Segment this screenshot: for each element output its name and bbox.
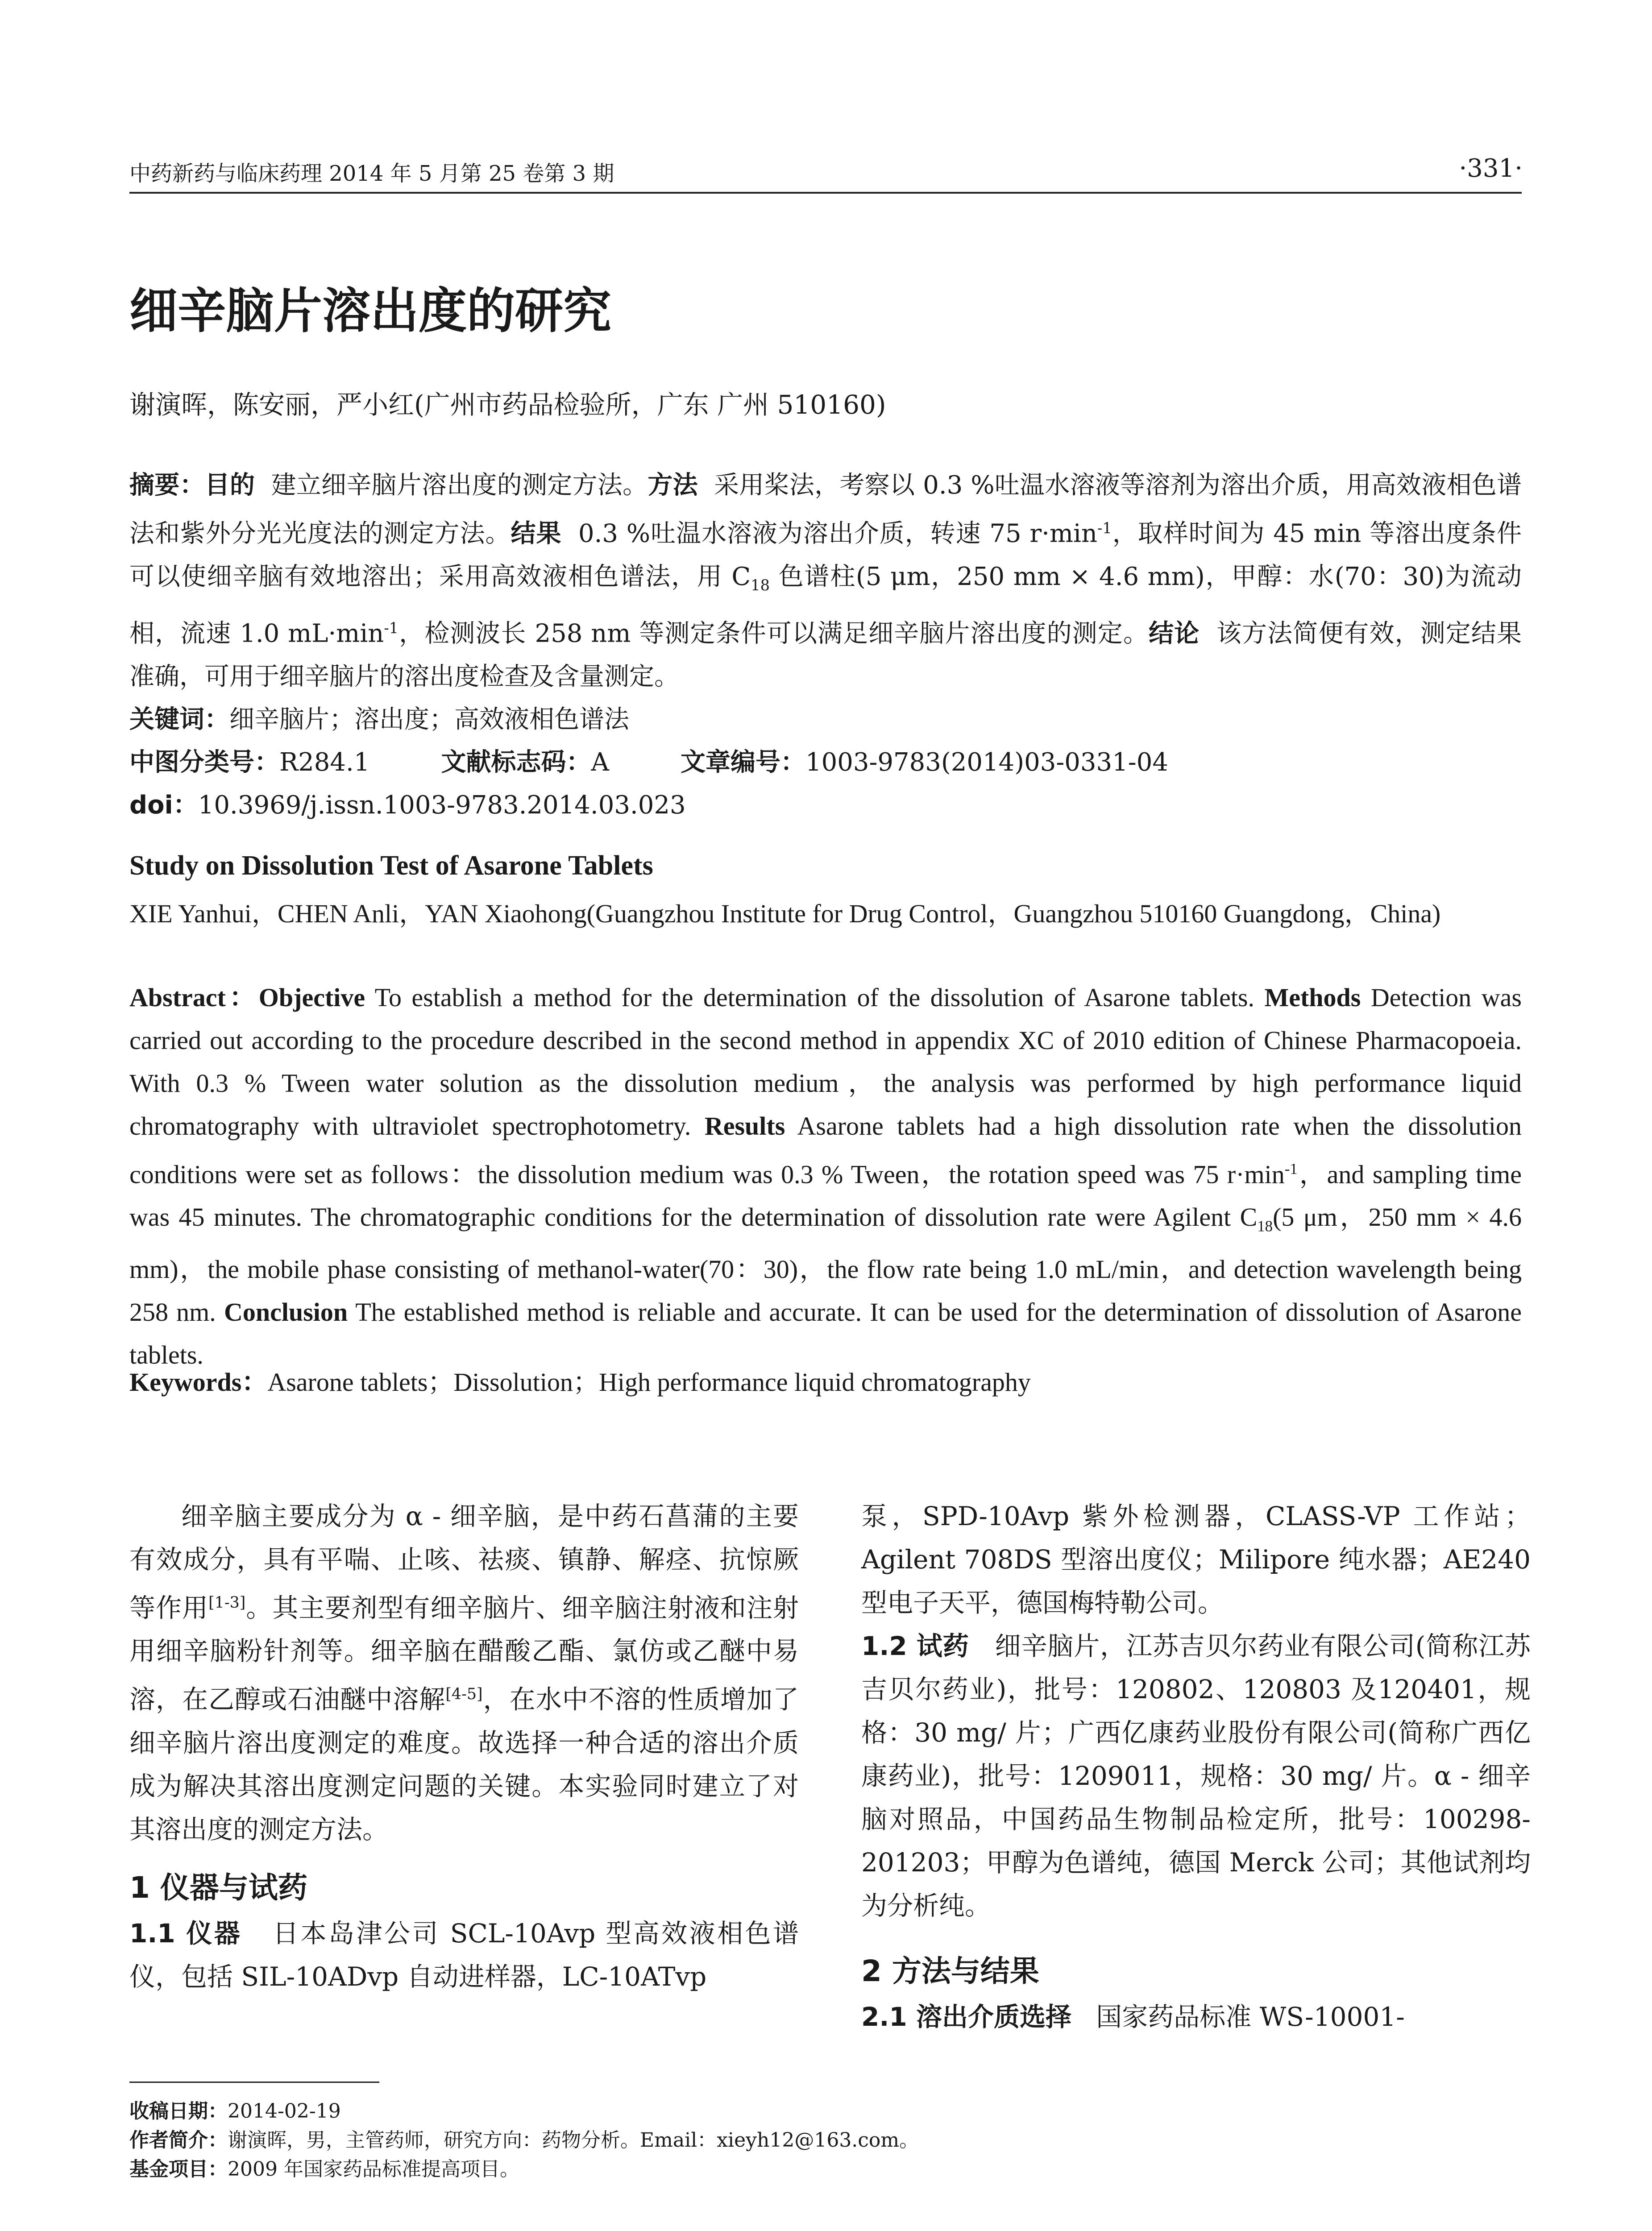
- footnote-text: 2009 年国家药品标准提高项目。: [228, 2158, 519, 2181]
- citation: [1-3]: [208, 1594, 246, 1612]
- english-authors: XIE Yanhui，CHEN Anli，YAN Xiaohong(Guangzhou Institute for Drug Control，Guangzhou 510160 Guangdong，China): [129, 899, 1441, 928]
- results-text: 色谱柱(5 μm，250 mm × 4.6 mm)，甲醇：水(70：30)为流动相，流速 1.0 mL·min: [129, 562, 1522, 648]
- author-line: 谢演晖，陈安丽，严小红(广州市药品检验所，广东 广州 510160): [129, 390, 886, 420]
- methods-label: 方法: [648, 471, 698, 500]
- subsection-text: 细辛脑片，江苏吉贝尔药业有限公司(简称江苏吉贝尔药业)，批号：120802、120803 及120401，规格：30 mg/ 片；广西亿康药业股份有限公司(简称广西亿康药业)，批号：1209011，规格：30 mg/ 片。α - 细辛脑对照品，中国药品生物制品检定所，批号：100298-201203；甲醇为色谱纯，德国 Merck 公司；其他试剂均为分析纯。: [861, 1631, 1531, 1921]
- abstract-label: Abstract：: [129, 983, 259, 1012]
- subsection-text: 日本岛津公司 SCL-10Avp 型高效液相色谱仪，包括 SIL-10ADvp 自动进样器，LC-10ATvp: [129, 1918, 799, 1992]
- section-heading: 1 仪器与试药: [129, 1870, 307, 1905]
- results-text: 0.3 %吐温水溶液为溶出介质，转速 75 r·min: [578, 519, 1098, 548]
- footnote-fund: [129, 2153, 519, 2181]
- running-head: 中药新药与临床药理 2014 年 5 月第 25 卷第 3 期: [129, 161, 614, 186]
- footnote-received: [129, 2095, 341, 2123]
- subsection-text: 国家药品标准 WS-10001-: [1096, 2002, 1405, 2032]
- footnote-text: 谢演晖，男，主管药师，研究方向：药物分析。Email：xieyh12@163.com。: [228, 2129, 919, 2152]
- superscript: -1: [1097, 519, 1112, 537]
- footnote-rule: [129, 2082, 379, 2083]
- doi-value: 10.3969/j.issn.1003-9783.2014.03.023: [198, 790, 686, 820]
- doc-code-value: A: [591, 747, 609, 777]
- page-number: ·331·: [1459, 154, 1523, 183]
- intro-paragraph: [129, 1495, 799, 1851]
- objective-label: Objective: [258, 983, 365, 1012]
- english-abstract: [129, 976, 1522, 1377]
- conclusion-text: 该方法简便有效，测定结果准确，可用于细辛脑片的溶出度检查及含量测定。: [129, 619, 1522, 691]
- section-heading: 2 方法与结果: [861, 1954, 1039, 1988]
- intro-text: 细辛脑主要成分为 α - 细辛脑，是中药石菖蒲的主要有效成分，具有平喘、止咳、祛痰、镇静、解痉、抗惊厥等作用: [129, 1501, 799, 1623]
- article-no-value: 1003-9783(2014)03-0331-04: [805, 747, 1168, 777]
- keywords-label: Keywords：: [129, 1368, 268, 1397]
- superscript: -1: [1284, 1160, 1298, 1178]
- footnote-label: 基金项目：: [129, 2158, 228, 2181]
- objective-label: 目的: [204, 471, 255, 500]
- conclusion-label: 结论: [1149, 619, 1200, 648]
- clc-value: R284.1: [279, 747, 370, 777]
- paper-title: 细辛脑片溶出度的研究: [129, 283, 612, 339]
- subsection-paragraph: [129, 1912, 799, 1999]
- subsection-paragraph: [861, 1625, 1531, 1928]
- methods-text: Detection was carried out according to the procedure described in the second method in appendix XC of 2010 edition of Chinese Pharmacopoeia. With 0.3 % Tween water solution as the dissolution medium，the analysis was performed by high performance liquid chromatography with ultraviolet spectrophotometry.: [129, 983, 1522, 1140]
- subscript: 18: [751, 576, 770, 594]
- keywords-label: 关键词：: [129, 705, 229, 734]
- body-column-right: [861, 1495, 1531, 2039]
- footnote-text: 2014-02-19: [228, 2100, 341, 2123]
- citation: [4-5]: [445, 1685, 483, 1704]
- subsection-paragraph: [861, 1995, 1531, 2039]
- conclusion-label: Conclusion: [224, 1297, 348, 1327]
- intro-text: 。其主要剂型有细辛脑片、细辛脑注射液和注射用细辛脑粉针剂等。细辛脑在醋酸乙酯、氯仿或乙醚中易溶，在乙醇或石油醚中溶解: [129, 1592, 799, 1715]
- english-keywords: [129, 1361, 1522, 1398]
- subsection-heading: 2.1 溶出介质选择: [861, 2002, 1071, 2032]
- abstract-label: 摘要：: [129, 471, 205, 500]
- results-label: 结果: [511, 519, 562, 548]
- superscript: -1: [384, 619, 399, 637]
- results-text: ，and sampling time was 45 minutes. The chromatographic conditions for the determination of dissolution rate were Agilent C: [129, 1160, 1522, 1232]
- methods-label: Methods: [1264, 983, 1361, 1012]
- results-text: ，取样时间为 45 min 等溶出度条件可以使细辛脑有效地溶出；采用高效液相色谱法，用 C: [129, 519, 1522, 591]
- objective-text: 建立细辛脑片溶出度的测定方法。: [271, 471, 648, 500]
- doi-label: doi：: [129, 790, 198, 820]
- footnote-label: 作者简介：: [129, 2129, 228, 2152]
- conclusion-text: The established method is reliable and accurate. It can be used for the determination of dissolution of Asarone tablets.: [129, 1297, 1522, 1369]
- objective-text: To establish a method for the determination of the dissolution of Asarone tablets.: [365, 983, 1265, 1012]
- keywords-text: 细辛脑片；溶出度；高效液相色谱法: [229, 705, 629, 734]
- subsection-continuation: 泵，SPD-10Avp 紫外检测器，CLASS-VP 工作站；Agilent 708DS 型溶出度仪；Milipore 纯水器；AE240 型电子天平，德国梅特勒公司。: [861, 1501, 1531, 1618]
- methods-text: 采用桨法，考察以 0.3 %吐温水溶液等溶剂为溶出介质，用高效液相色谱法和紫外分光光度法的测定方法。: [129, 471, 1522, 548]
- results-label: Results: [704, 1111, 785, 1140]
- chinese-abstract: [129, 464, 1522, 827]
- english-title: Study on Dissolution Test of Asarone Tablets: [129, 850, 653, 881]
- doc-code-label: 文献标志码：: [441, 747, 591, 777]
- body-column-left: [129, 1495, 799, 1999]
- clc-label: 中图分类号：: [129, 747, 279, 777]
- footnote-author: [129, 2124, 919, 2152]
- subsection-heading: 1.2 试药: [861, 1631, 969, 1661]
- subscript: 18: [1257, 1217, 1273, 1235]
- footnote-label: 收稿日期：: [129, 2100, 228, 2123]
- intro-text: ，在水中不溶的性质增加了细辛脑片溶出度测定的难度。故选择一种合适的溶出介质成为解决其溶出度测定问题的关键。本实验同时建立了对其溶出度的测定方法。: [129, 1684, 799, 1845]
- results-text: Asarone tablets had a high dissolution rate when the dissolution conditions were set as follows：the dissolution medium was 0.3 % Tween，the rotation speed was 75 r·min: [129, 1111, 1522, 1189]
- keywords-text: Asarone tablets；Dissolution；High performance liquid chromatography: [267, 1368, 1031, 1397]
- article-no-label: 文章编号：: [680, 747, 805, 777]
- subsection-heading: 1.1 仪器: [129, 1918, 242, 1949]
- header-rule: [129, 192, 1522, 194]
- results-text: ，检测波长 258 nm 等测定条件可以满足细辛脑片溶出度的测定。: [398, 619, 1149, 648]
- results-text: (5 μm，250 mm × 4.6 mm)，the mobile phase consisting of methanol-water(70：30)，the flow rate being 1.0 mL/min，and detection wavelength being 258 nm.: [129, 1203, 1522, 1327]
